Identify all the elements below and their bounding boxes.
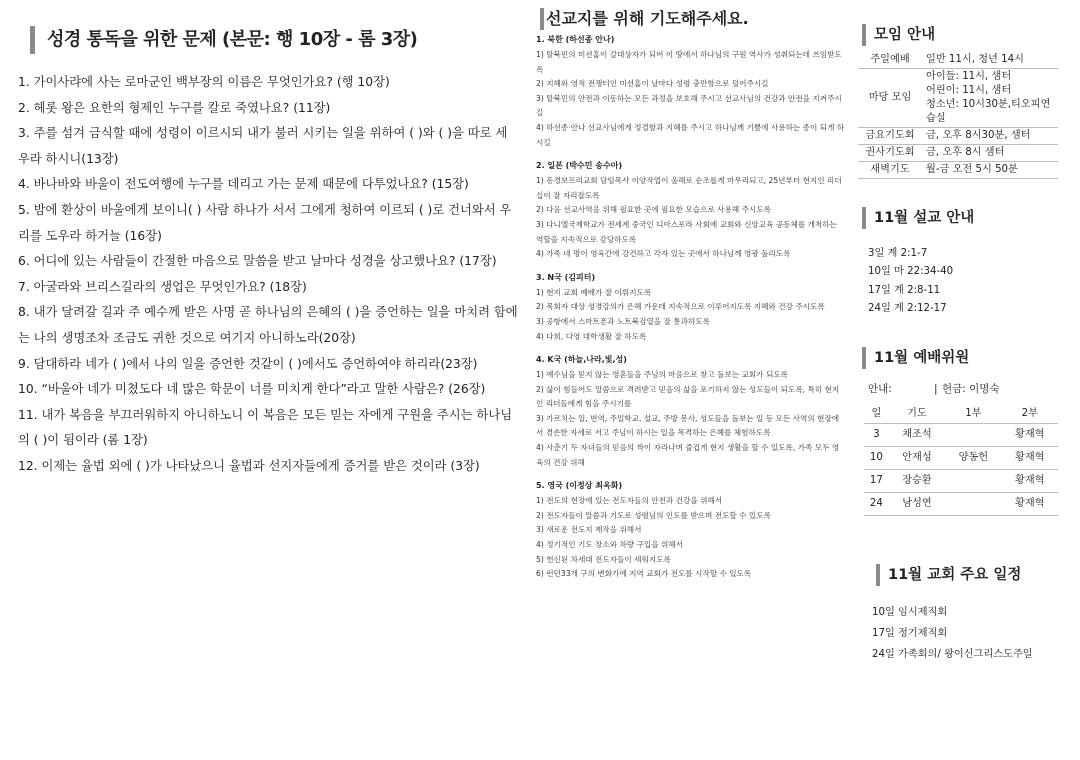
meeting-detail-line: 금, 오후 8시30분, 샘터 [926, 130, 1031, 141]
meeting-row [858, 162, 1058, 179]
prayer-item: 2) 지혜와 영적 전쟁터인 미션홈이 날마다 성령 충만함으로 덮어주시길 [536, 79, 769, 89]
region-name: 3. N국 (김피터) [536, 272, 596, 282]
mission-title: 선교지를 위해 기도해주세요. [546, 9, 749, 28]
meeting-info-block [858, 24, 1064, 179]
prayer-item: 2) 다음 선교사역을 위해 필요한 곳에 필요한 모습으로 사용해 주시도록 [536, 205, 771, 215]
meeting-table [858, 52, 1058, 179]
worship-column-header: 2부 [1002, 405, 1058, 424]
worship-row [864, 446, 1058, 469]
prayer-item: 2) 전도자들이 말씀과 기도로 성령님의 인도를 받으며 전도할 수 있도록 [536, 510, 771, 520]
mission-prayer-section [536, 8, 846, 582]
prayer-item: 1) 전도의 현장에 있는 전도자들의 안전과 건강을 위해서 [536, 496, 723, 506]
meeting-label: 금요기도회 [858, 128, 922, 145]
events-title: 11월 교회 주요 일정 [888, 566, 1022, 583]
quiz-question: 6. 어디에 있는 사람들이 간절한 마음으로 말씀을 받고 날마다 성경을 상고했나요? (17장) [18, 254, 497, 269]
meeting-row [858, 52, 1058, 69]
mission-region [536, 272, 846, 344]
heading-accent-bar [862, 347, 866, 369]
meeting-title: 모임 안내 [874, 27, 936, 43]
church-info-section [858, 24, 1064, 666]
quiz-question: 3. 주를 섬겨 금식할 때에 성령이 이르시되 내가 불러 시키는 일을 위하여 ( )와 ( )을 따로 세우라 하시니(13장) [18, 126, 508, 166]
meeting-row [858, 128, 1058, 145]
worship-column-header: 기도 [889, 405, 945, 424]
worship-title: 11월 예배위원 [874, 349, 970, 366]
worship-cell [945, 423, 1001, 446]
guide-separator: | [934, 382, 938, 395]
meeting-label: 주일예배 [858, 52, 922, 69]
quiz-question: 1. 가이사랴에 사는 로마군인 백부장의 이름은 무엇인가요? (행 10장) [18, 75, 390, 89]
quiz-question: 12. 이제는 율법 외에 ( )가 나타났으니 율법과 선지자들에게 증거를 받은 것이라 (3장) [18, 458, 480, 473]
meeting-detail [922, 69, 1058, 128]
meeting-detail-line: 아이들: 11시, 샘터 [926, 71, 1012, 82]
events-title-heading [872, 564, 1064, 586]
sermon-info-block [858, 207, 1064, 319]
prayer-item: 2) 목회자 대상 성경강의가 은혜 가운데 지속적으로 이루어지도록 지혜와 건강 주시도록 [536, 302, 825, 312]
worship-row [864, 469, 1058, 492]
meeting-detail-line: 어린이: 11시, 샘터 [926, 85, 1012, 96]
meeting-detail [922, 162, 1058, 179]
prayer-item: 5) 헌신된 차세대 전도자들이 세워지도록 [536, 554, 671, 564]
quiz-question: 2. 헤롯 왕은 요한의 형제인 누구를 칼로 죽였나요? (11장) [18, 100, 331, 115]
worship-cell: 채조석 [889, 423, 945, 446]
quiz-title: 성경 통독을 위한 문제 (본문: 행 10장 - 롬 3장) [47, 29, 418, 50]
heading-accent-bar [540, 8, 544, 30]
event-item: 17일 정기제직회 [872, 628, 948, 640]
worship-cell: 양동헌 [945, 446, 1001, 469]
worship-cell: 장승환 [889, 469, 945, 492]
meeting-detail [922, 128, 1058, 145]
heading-accent-bar [862, 207, 866, 229]
worship-cell [945, 469, 1001, 492]
prayer-item: 1) 탈북민의 미션홈이 갈대상자가 되어 이 땅에서 하나님의 구원 역사가 성취되는데 쓰임받도록 [536, 50, 842, 74]
worship-row [864, 492, 1058, 515]
region-name: 1. 북한 (하선종 안나) [536, 35, 615, 44]
quiz-question: 8. 내가 달려갈 길과 주 예수께 받은 사명 곧 하나님의 은혜의 ( )을 증언하는 일을 마치려 함에는 나의 생명조차 조금도 귀한 것으로 여기지 아니하노라(20장) [18, 305, 518, 345]
prayer-item: 1) 동경보프리교회 담임목사 이양작업이 올해로 순조롭게 마무리되고, 25년부터 현지인 리더십이 잘 자리잡도록 [536, 176, 842, 200]
sermon-item: 10일 마 22:34-40 [868, 266, 954, 278]
meeting-detail [922, 145, 1058, 162]
meeting-detail-line: 월-금 오전 5시 50분 [926, 164, 1018, 175]
prayer-item: 3) 가르치는 일, 번역, 주일학교, 설교, 주방 봉사, 성도들을 돌보는 일 등 모든 사역의 현장에서 겸손한 자세로 서고 주님이 하시는 일을 목격하는 은혜를 체험하도록 [536, 413, 840, 438]
worship-cell: 남성연 [889, 492, 945, 515]
sermon-item: 3일 계 2:1-7 [868, 248, 928, 259]
sermon-item: 24일 계 2:12-17 [868, 303, 947, 315]
prayer-item: 3) 다니엘국제학교가 전세계 중국인 디아스포라 사회에 교회와 신앙교육 공동체를 개척하는 역할을 지속적으로 감당하도록 [536, 219, 837, 244]
meeting-label: 권사기도회 [858, 145, 922, 162]
region-name: 4. K국 (하늘,나라,빛,성) [536, 355, 627, 365]
worship-cell: 황재혁 [1002, 446, 1058, 469]
meeting-row [858, 69, 1058, 128]
prayer-item: 3) 새로운 전도지 제작을 위해서 [536, 525, 642, 535]
prayer-item: 6) 런던33개 구의 변화가에 지역 교회가 전도를 시작할 수 있도록 [536, 569, 752, 579]
prayer-item: 1) 예수님을 믿지 않는 영혼들을 주님의 마음으로 찾고 돌보는 교회가 되도록 [536, 370, 788, 380]
worship-cell: 10 [864, 446, 889, 469]
worship-cell: 황재혁 [1002, 469, 1058, 492]
meeting-detail-line: 청소년: 10시30분,티오피연습실 [926, 99, 1051, 124]
worship-cell: 17 [864, 469, 889, 492]
worship-cell: 황재혁 [1002, 423, 1058, 446]
mission-title-heading [536, 8, 846, 30]
worship-guide-line [858, 381, 1064, 397]
prayer-item: 2) 삶이 힘들어도 말씀으로 격려받고 믿음의 삶을 포기하지 않는 성도들이 되도록, 특히 현지인 리더들에게 힘을 주시기를 [536, 384, 840, 409]
worship-column-header: 일 [864, 405, 889, 424]
prayer-item: 4) 하선종·안나 선교사님에게 정결함과 지혜를 주시고 하나님께 기쁨에 사용하는 종이 되게 하시길 [536, 122, 845, 147]
prayer-item: 4) 사춘기 두 자녀들의 믿음의 싹이 자라나며 즐겁게 현지 생활을 할 수 있도록, 가족 모두 영육의 건강 위해 [536, 443, 840, 467]
heading-accent-bar [862, 24, 866, 46]
worship-cell: 3 [864, 423, 889, 446]
sermon-list [858, 245, 1064, 319]
worship-cell [945, 492, 1001, 515]
worship-title-heading [858, 347, 1064, 369]
worship-cell: 황재혁 [1002, 492, 1058, 515]
event-item: 24일 가족회의/ 왕이신그리스도주일 [872, 649, 1033, 661]
worship-cell: 안재성 [889, 446, 945, 469]
mission-region [536, 354, 846, 470]
mission-region [536, 480, 846, 582]
region-name: 5. 영국 (이정상 최옥화) [536, 481, 623, 491]
heading-accent-bar [876, 564, 880, 586]
mission-region [536, 34, 846, 150]
worship-row [864, 423, 1058, 446]
quiz-question: 9. 담대하라 네가 ( )에서 나의 일을 증언한 것같이 ( )에서도 증언하여야 하리라(23장) [18, 356, 478, 371]
mission-region [536, 160, 846, 262]
quiz-title-heading [18, 26, 518, 54]
meeting-detail-line: 금, 오후 8시 샘터 [926, 147, 1005, 158]
prayer-item: 4) 가족 네 명이 영육간에 강건하고 각자 있는 곳에서 하나님께 영광 돌리도록 [536, 249, 791, 259]
prayer-item: 3) 공항에서 스마트폰과 노트북검열을 잘 통과하도록 [536, 316, 710, 326]
prayer-item: 1) 현지 교회 예배가 잘 이뤄지도록 [536, 287, 652, 297]
church-events-block [872, 564, 1064, 666]
prayer-item: 4) 다희, 다영 대학생활 잘 하도록 [536, 331, 647, 341]
church-events-list [858, 602, 1064, 666]
worship-committee-table [864, 405, 1058, 516]
bible-quiz-section [18, 26, 518, 480]
quiz-question-list [18, 70, 518, 480]
meeting-detail [922, 52, 1058, 69]
prayer-item: 3) 탈북민의 안전과 이동하는 모든 과정을 보호해 주시고 선교사님의 건강과 안전을 지켜주시길 [536, 93, 842, 118]
quiz-question: 7. 아굴라와 브리스길라의 생업은 무엇인가요? (18장) [18, 279, 307, 294]
quiz-question: 11. 내가 복음을 부끄러워하지 아니하노니 이 복음은 모든 믿는 자에게 구원을 주시는 하나님의 ( )이 됨이라 (롬 1장) [18, 407, 513, 448]
meeting-label: 마당 모임 [858, 69, 922, 128]
event-item: 10일 임시제직회 [872, 606, 948, 618]
worship-cell: 24 [864, 492, 889, 515]
sermon-title-heading [858, 207, 1064, 229]
meeting-label: 새벽기도 [858, 162, 922, 179]
region-name: 2. 일본 (박수민 송수아) [536, 161, 623, 171]
meeting-detail-line: 일반 11시, 청년 14시 [926, 54, 1024, 65]
worship-committee-block [858, 347, 1064, 516]
prayer-item: 4) 정기적인 기도 장소와 차량 구입을 위해서 [536, 540, 683, 550]
quiz-question: 10. “바울아 네가 미쳤도다 네 많은 학문이 너를 미치게 한다”라고 말한 사람은? (26장) [18, 382, 486, 397]
quiz-question: 4. 바나바와 바울이 전도여행에 누구를 데리고 가는 문제 때문에 다투었나요? (15장) [18, 177, 469, 192]
mission-region-list [536, 34, 846, 582]
meeting-row [858, 145, 1058, 162]
quiz-question: 5. 밤에 환상이 바울에게 보이니( ) 사람 하나가 서서 그에게 청하여 이르되 ( )로 건너와서 우리를 도우라 하거늘 (16장) [18, 202, 512, 243]
guide-label: 안내: [868, 382, 892, 395]
offering-label: 헌금: 이명숙 [942, 382, 1000, 395]
sermon-item: 17일 계 2:8-11 [868, 284, 941, 296]
sermon-title: 11월 설교 안내 [874, 210, 975, 226]
meeting-title-heading [858, 24, 1064, 46]
worship-column-header: 1부 [945, 405, 1001, 424]
